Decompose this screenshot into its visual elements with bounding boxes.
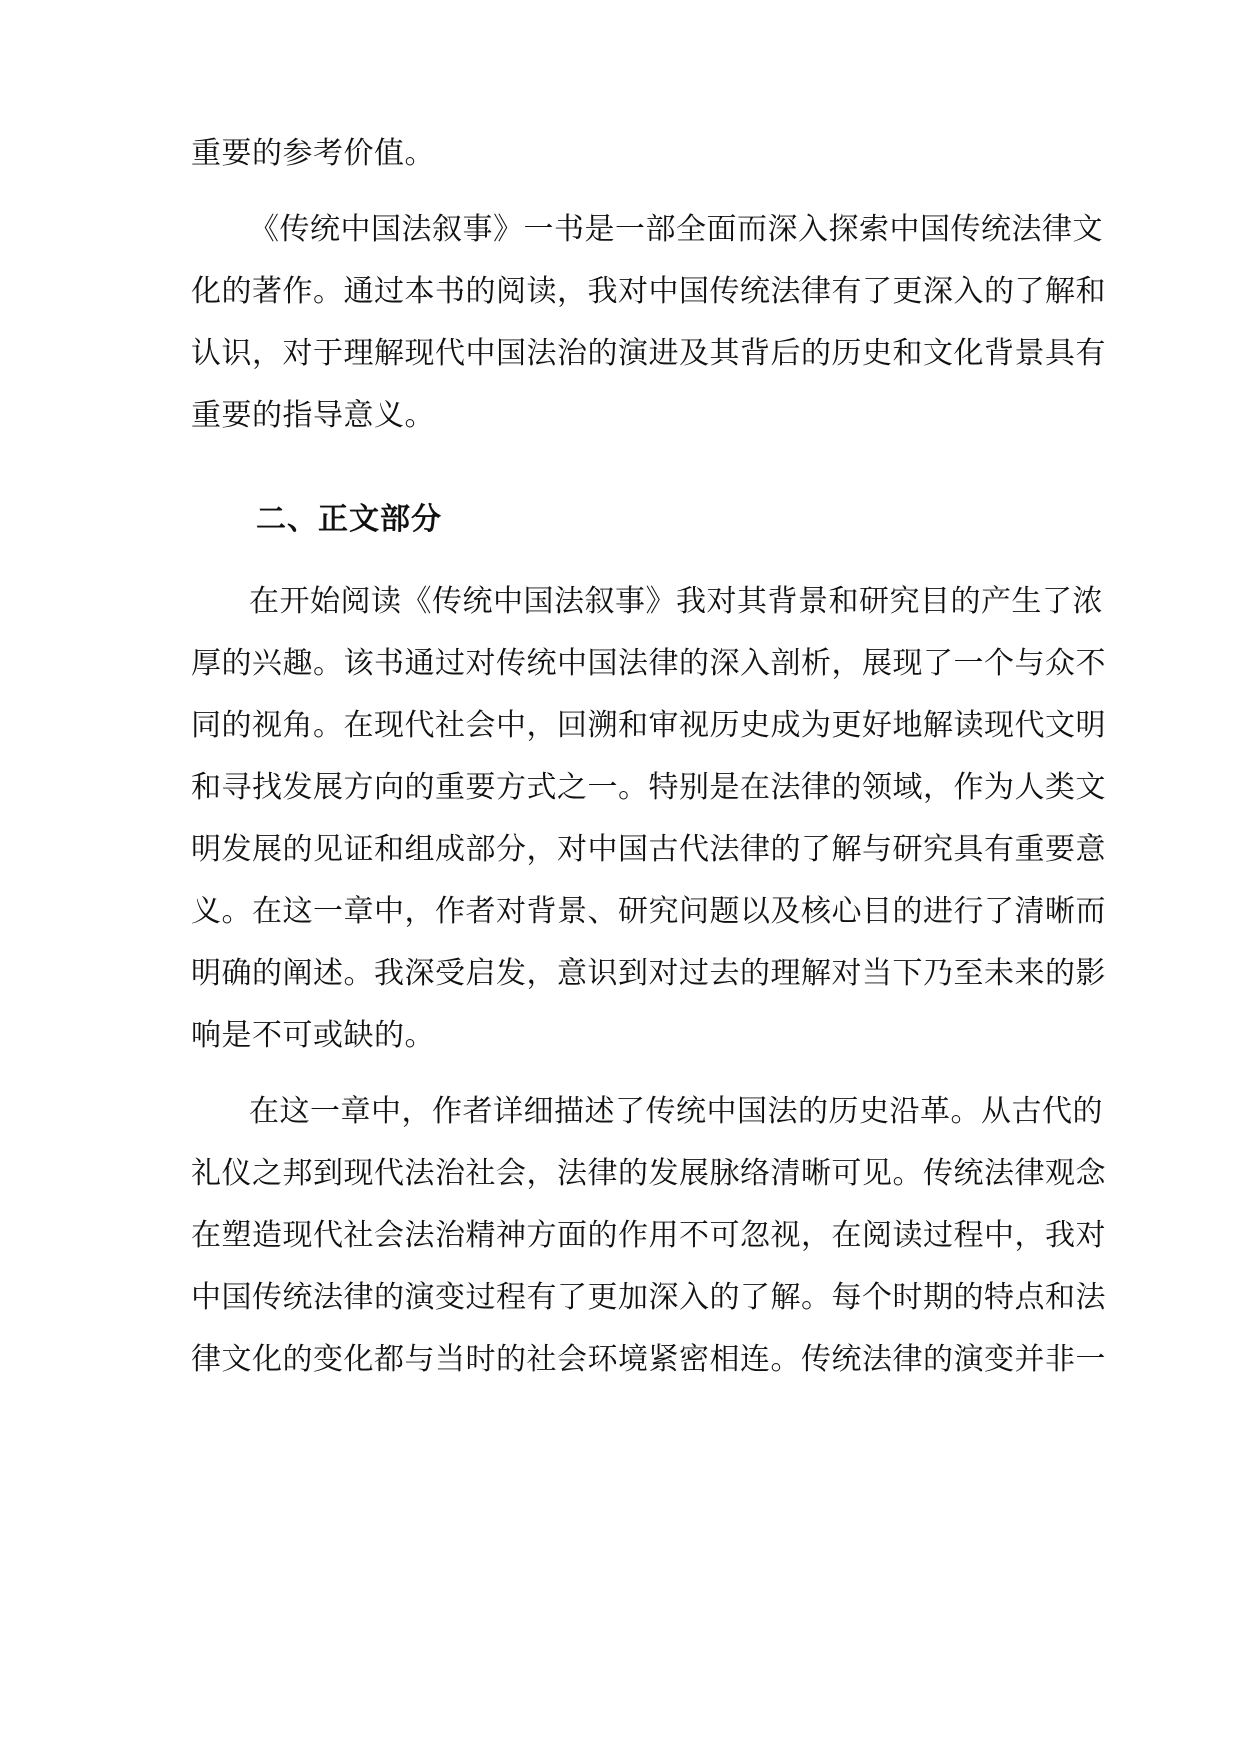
paragraph-line: 认识，对于理解现代中国法治的演进及其背后的历史和文化背景具有 (191, 336, 1106, 371)
paragraph-line: 在这一章中，作者详细描述了传统中国法的历史沿革。从古代的 (249, 1094, 1103, 1129)
paragraph-line: 化的著作。通过本书的阅读，我对中国传统法律有了更深入的了解和 (191, 274, 1106, 309)
paragraph-line: 厚的兴趣。该书通过对传统中国法律的深入剖析，展现了一个与众不 (191, 646, 1106, 681)
paragraph-line: 响是不可或缺的。 (191, 1018, 435, 1053)
paragraph-line: 律文化的变化都与当时的社会环境紧密相连。传统法律的演变并非一 (191, 1342, 1106, 1377)
paragraph-line: 同的视角。在现代社会中，回溯和审视历史成为更好地解读现代文明 (191, 708, 1106, 743)
paragraph-line: 礼仪之邦到现代法治社会，法律的发展脉络清晰可见。传统法律观念 (191, 1156, 1106, 1191)
paragraph-line: 明确的阐述。我深受启发，意识到对过去的理解对当下乃至未来的影 (191, 956, 1106, 991)
paragraph-line: 在塑造现代社会法治精神方面的作用不可忽视，在阅读过程中，我对 (191, 1218, 1106, 1253)
paragraph-line: 义。在这一章中，作者对背景、研究问题以及核心目的进行了清晰而 (191, 894, 1106, 929)
paragraph-line: 和寻找发展方向的重要方式之一。特别是在法律的领域，作为人类文 (191, 770, 1106, 805)
paragraph-line: 重要的参考价值。 (191, 136, 435, 171)
paragraph-line: 《传统中国法叙事》一书是一部全面而深入探索中国传统法律文 (249, 212, 1103, 247)
paragraph-line: 重要的指导意义。 (191, 398, 435, 433)
paragraph-line: 明发展的见证和组成部分，对中国古代法律的了解与研究具有重要意 (191, 832, 1106, 867)
paragraph-line: 中国传统法律的演变过程有了更加深入的了解。每个时期的特点和法 (191, 1280, 1106, 1315)
section-heading: 二、正文部分 (256, 502, 442, 537)
paragraph-line: 在开始阅读《传统中国法叙事》我对其背景和研究目的产生了浓 (249, 584, 1103, 619)
